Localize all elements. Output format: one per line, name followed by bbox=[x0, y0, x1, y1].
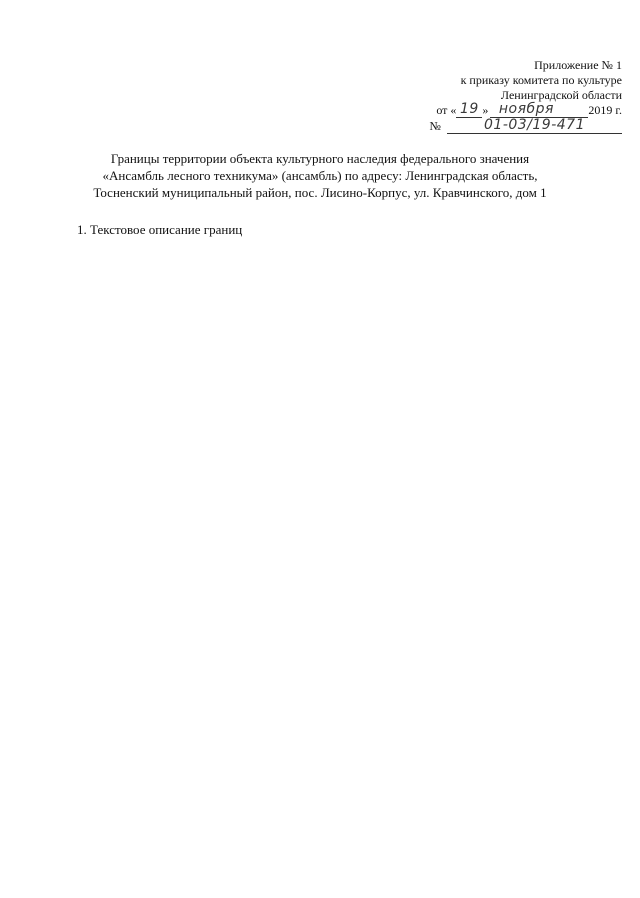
appendix-order-line: к приказу комитета по культуре bbox=[460, 73, 622, 87]
date-prefix: от « bbox=[436, 103, 457, 117]
appendix-region-line: Ленинградской области bbox=[500, 88, 622, 102]
heading-line-3: Тосненский муниципальный район, пос. Лисино-Корпус, ул. Кравчинского, дом 1 bbox=[93, 185, 547, 200]
appendix-number-row bbox=[382, 119, 622, 134]
number-prefix: № bbox=[429, 119, 441, 133]
order-number-handwritten: 01-03/19-471 bbox=[447, 119, 622, 134]
date-year-underline bbox=[562, 103, 588, 118]
date-year: 2019 г. bbox=[588, 103, 622, 117]
appendix-block bbox=[382, 58, 622, 134]
date-day-handwritten: 19 bbox=[456, 103, 482, 118]
appendix-title: Приложение № 1 bbox=[534, 58, 622, 72]
date-month-handwritten: ноября bbox=[490, 103, 562, 118]
heading-line-2: «Ансамбль лесного техникума» (ансамбль) по адресу: Ленинградская область, bbox=[102, 168, 538, 183]
document-heading bbox=[60, 150, 580, 201]
section-title: 1. Текстовое описание границ bbox=[77, 222, 243, 237]
heading-line-1: Границы территории объекта культурного наследия федерального значения bbox=[110, 151, 530, 166]
appendix-date-row bbox=[382, 103, 622, 118]
date-mid: » bbox=[482, 103, 489, 117]
